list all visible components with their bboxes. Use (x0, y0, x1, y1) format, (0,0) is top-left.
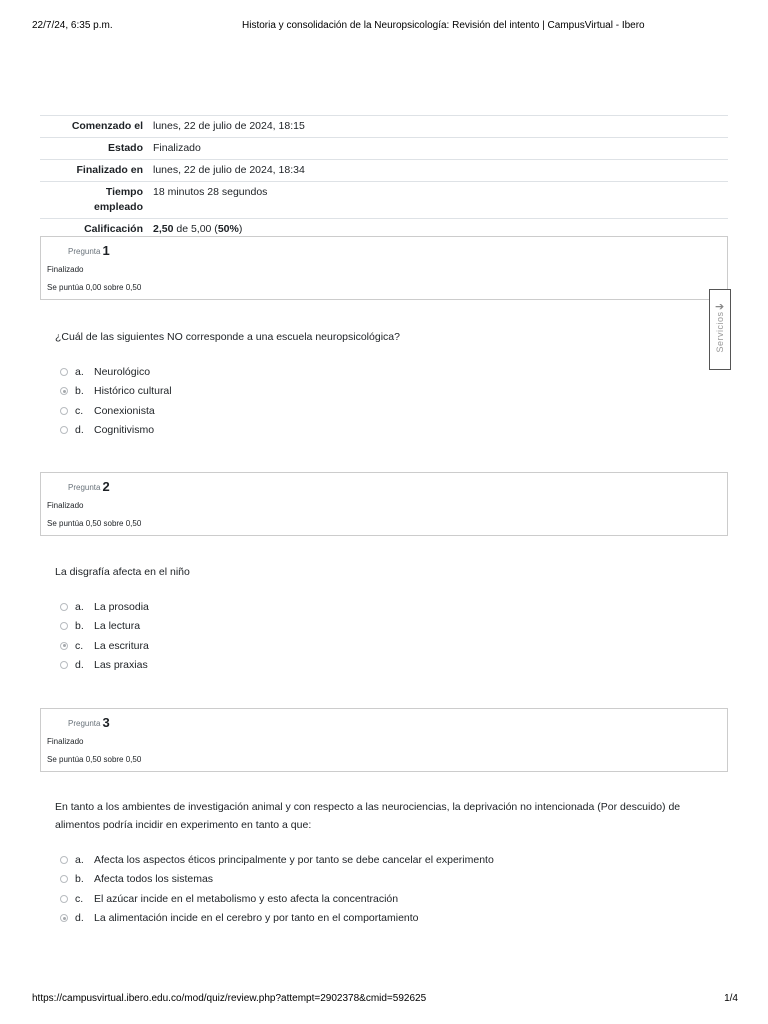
answer-text: Conexionista (94, 404, 155, 417)
question-state: Finalizado (47, 737, 84, 746)
radio-button[interactable] (60, 856, 68, 864)
print-url: https://campusvirtual.ibero.edu.co/mod/quiz/review.php?attempt=2902378&cmid=592625 (32, 993, 427, 1004)
summary-row-time-taken (40, 181, 728, 218)
answer-option[interactable] (60, 909, 494, 929)
answer-text: Afecta todos los sistemas (94, 873, 214, 886)
radio-button-selected[interactable] (60, 642, 68, 650)
answer-text: Afecta los aspectos éticos principalmente y por tanto se debe cancelar el experimento (94, 853, 494, 866)
answer-text: La alimentación incide en el cerebro y por tanto en el comportamiento (94, 912, 419, 925)
grade-of: de 5,00 ( (173, 223, 218, 235)
summary-row-state (40, 137, 728, 159)
answer-letter: c. (75, 892, 84, 905)
question-state: Finalizado (47, 501, 84, 510)
answer-letter: d. (75, 424, 84, 437)
question-number-value: 3 (102, 715, 110, 730)
radio-button[interactable] (60, 661, 68, 669)
answer-letter: b. (75, 385, 84, 398)
answer-option[interactable] (60, 617, 149, 637)
radio-button[interactable] (60, 426, 68, 434)
question-label: Pregunta (68, 483, 101, 492)
radio-button[interactable] (60, 407, 68, 415)
grade-percent: 50% (217, 223, 239, 235)
radio-button[interactable] (60, 895, 68, 903)
answer-option[interactable] (60, 656, 149, 676)
summary-row-finished (40, 159, 728, 181)
answer-text: Histórico cultural (94, 385, 172, 398)
question-number (68, 715, 110, 730)
answer-list (60, 597, 149, 675)
servicios-tab[interactable] (709, 289, 731, 370)
answer-option[interactable] (60, 870, 494, 890)
summary-value: Finalizado (153, 142, 201, 154)
answer-text: La lectura (94, 620, 141, 633)
radio-button[interactable] (60, 875, 68, 883)
summary-label: Estado (107, 142, 143, 154)
print-date: 22/7/24, 6:35 p.m. (32, 20, 113, 31)
answer-text: La escritura (94, 639, 149, 652)
question-number (68, 479, 110, 494)
question-grade: Se puntúa 0,50 sobre 0,50 (47, 519, 142, 528)
answer-list (60, 850, 494, 928)
summary-label (40, 182, 151, 218)
answer-option[interactable] (60, 401, 172, 421)
summary-label: Calificación (84, 223, 143, 235)
answer-option[interactable] (60, 421, 172, 441)
question-text: ¿Cuál de las siguientes NO corresponde a una escuela neuropsicológica? (55, 331, 400, 343)
question-number-value: 1 (102, 243, 110, 258)
answer-text: Cognitivismo (94, 424, 155, 437)
summary-label-line: Tiempo (105, 186, 143, 198)
summary-value: lunes, 22 de julio de 2024, 18:15 (153, 120, 305, 132)
answer-list (60, 362, 172, 440)
answer-option[interactable] (60, 889, 494, 909)
servicios-label: Servicios (715, 311, 725, 353)
question-number (68, 243, 110, 258)
summary-label: Finalizado en (76, 164, 143, 176)
question-info-box (40, 236, 728, 300)
radio-button[interactable] (60, 603, 68, 611)
question-text: La disgrafía afecta en el niño (55, 566, 190, 578)
answer-option[interactable] (60, 850, 494, 870)
answer-text: Neurológico (94, 365, 151, 378)
answer-letter: d. (75, 912, 84, 925)
summary-value: lunes, 22 de julio de 2024, 18:34 (153, 164, 305, 176)
answer-option[interactable] (60, 382, 172, 402)
answer-letter: b. (75, 873, 84, 886)
answer-text: La prosodia (94, 600, 149, 613)
answer-letter: c. (75, 639, 84, 652)
answer-text: Las praxias (94, 659, 148, 672)
grade-score: 2,50 (153, 223, 174, 235)
question-number-value: 2 (102, 479, 110, 494)
question-label: Pregunta (68, 247, 101, 256)
answer-option[interactable] (60, 597, 149, 617)
question-info-box (40, 472, 728, 536)
answer-letter: b. (75, 620, 84, 633)
answer-option[interactable] (60, 636, 149, 656)
answer-letter: a. (75, 600, 84, 613)
question-grade: Se puntúa 0,00 sobre 0,50 (47, 283, 142, 292)
radio-button-selected[interactable] (60, 914, 68, 922)
answer-option[interactable] (60, 362, 172, 382)
attempt-summary-table (40, 115, 728, 240)
answer-text: El azúcar incide en el metabolismo y esto afecta la concentración (94, 892, 399, 905)
summary-value: 18 minutos 28 segundos (153, 186, 268, 198)
radio-button[interactable] (60, 368, 68, 376)
answer-letter: c. (75, 404, 84, 417)
summary-label-line: empleado (93, 201, 143, 213)
answer-letter: a. (75, 853, 84, 866)
print-page-number: 1/4 (724, 993, 738, 1004)
summary-label: Comenzado el (71, 120, 143, 132)
answer-letter: d. (75, 659, 84, 672)
print-footer (32, 993, 738, 1007)
question-text: En tanto a los ambientes de investigación animal y con respecto a las neurociencias, la deprivación no intencionada (Por descuido) de alimentos podría incidir en experimento en tanto a que: (55, 801, 681, 831)
question-label: Pregunta (68, 719, 101, 728)
question-info-box (40, 708, 728, 772)
radio-button-selected[interactable] (60, 387, 68, 395)
grade-close: ) (238, 223, 243, 235)
question-grade: Se puntúa 0,50 sobre 0,50 (47, 755, 142, 764)
summary-row-started (40, 115, 728, 137)
question-state: Finalizado (47, 265, 84, 274)
radio-button[interactable] (60, 622, 68, 630)
answer-letter: a. (75, 365, 84, 378)
arrow-right-icon: ➔ (715, 301, 725, 313)
print-page-title: Historia y consolidación de la Neuropsicología: Revisión del intento | CampusVirtual - Ibero (242, 20, 645, 31)
print-header (32, 20, 738, 34)
